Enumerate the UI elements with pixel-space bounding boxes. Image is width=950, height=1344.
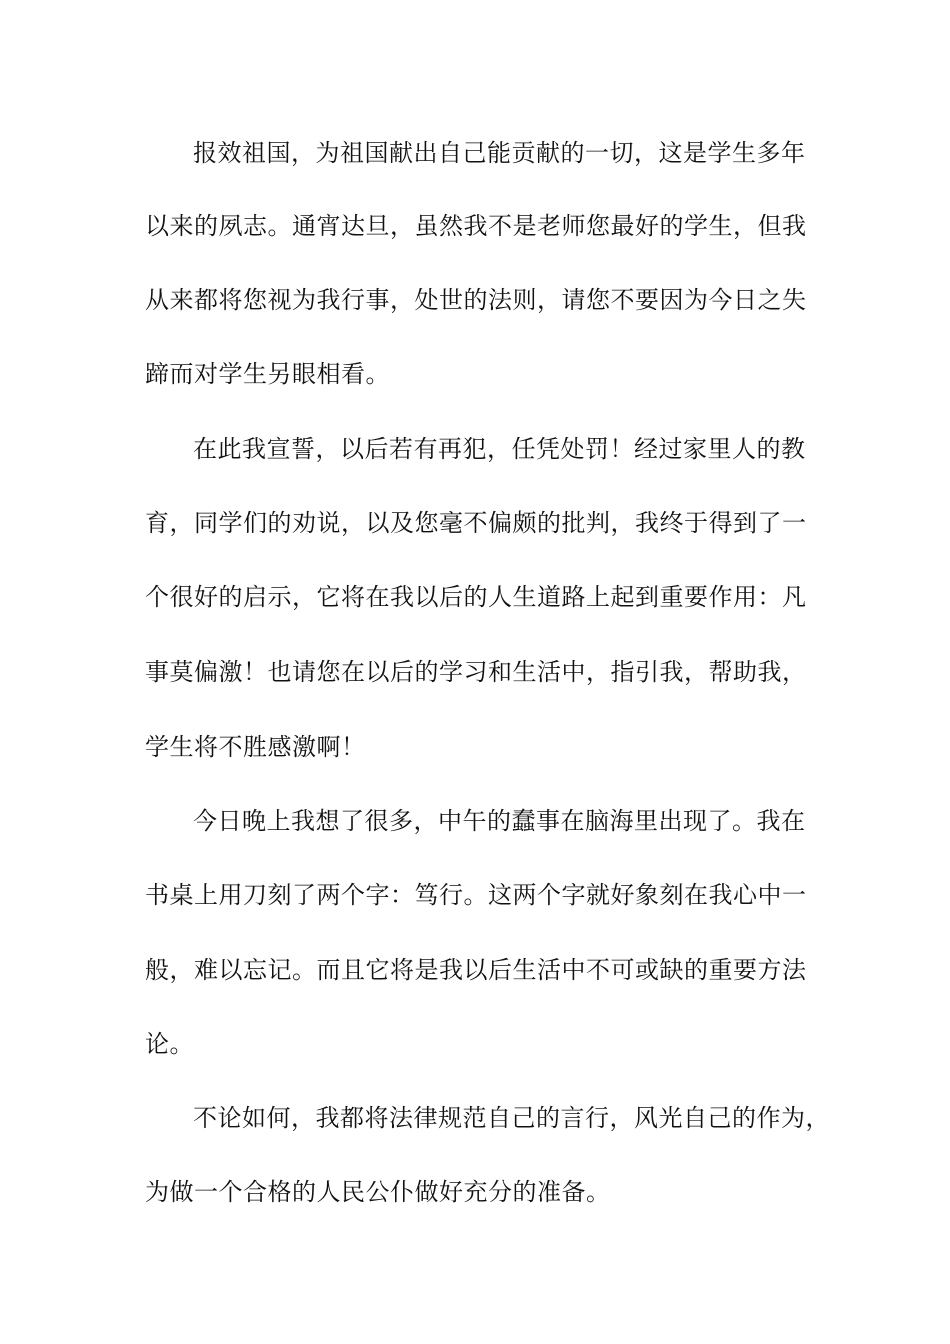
paragraph-1-line-1: 报效祖国，为祖国献出自己能贡献的一切，这是学生多年 — [193, 139, 806, 167]
paragraph-2-line-1: 在此我宣誓，以后若有再犯，任凭处罚！经过家里人的教 — [193, 435, 806, 463]
paragraph-1-line-4: 蹄而对学生另眼相看。 — [145, 360, 390, 388]
paragraph-2-line-3: 个很好的启示，它将在我以后的人生道路上起到重要作用：凡 — [145, 583, 807, 611]
paragraph-4-line-2: 为做一个合格的人民公仆做好充分的准备。 — [145, 1178, 611, 1206]
paragraph-1-line-2: 以来的夙志。通宵达旦，虽然我不是老师您最好的学生，但我 — [145, 212, 807, 240]
paragraph-3-line-2: 书桌上用刀刻了两个字：笃行。这两个字就好象刻在我心中一 — [145, 881, 807, 909]
paragraph-3-line-3: 般，难以忘记。而且它将是我以后生活中不可或缺的重要方法 — [145, 956, 807, 984]
paragraph-3-line-4: 论。 — [145, 1030, 194, 1058]
paragraph-2-line-4: 事莫偏激！也请您在以后的学习和生活中，指引我，帮助我， — [145, 658, 807, 686]
paragraph-2-line-2: 育，同学们的劝说，以及您毫不偏颇的批判，我终于得到了一 — [145, 509, 807, 537]
paragraph-4-line-1: 不论如何，我都将法律规范自己的言行，风光自己的作为， — [193, 1104, 830, 1132]
paragraph-3-line-1: 今日晚上我想了很多，中午的蠢事在脑海里出现了。我在 — [193, 807, 806, 835]
paragraph-2-line-5: 学生将不胜感激啊！ — [145, 733, 366, 761]
paragraph-1-line-3: 从来都将您视为我行事，处世的法则，请您不要因为今日之失 — [145, 286, 807, 314]
